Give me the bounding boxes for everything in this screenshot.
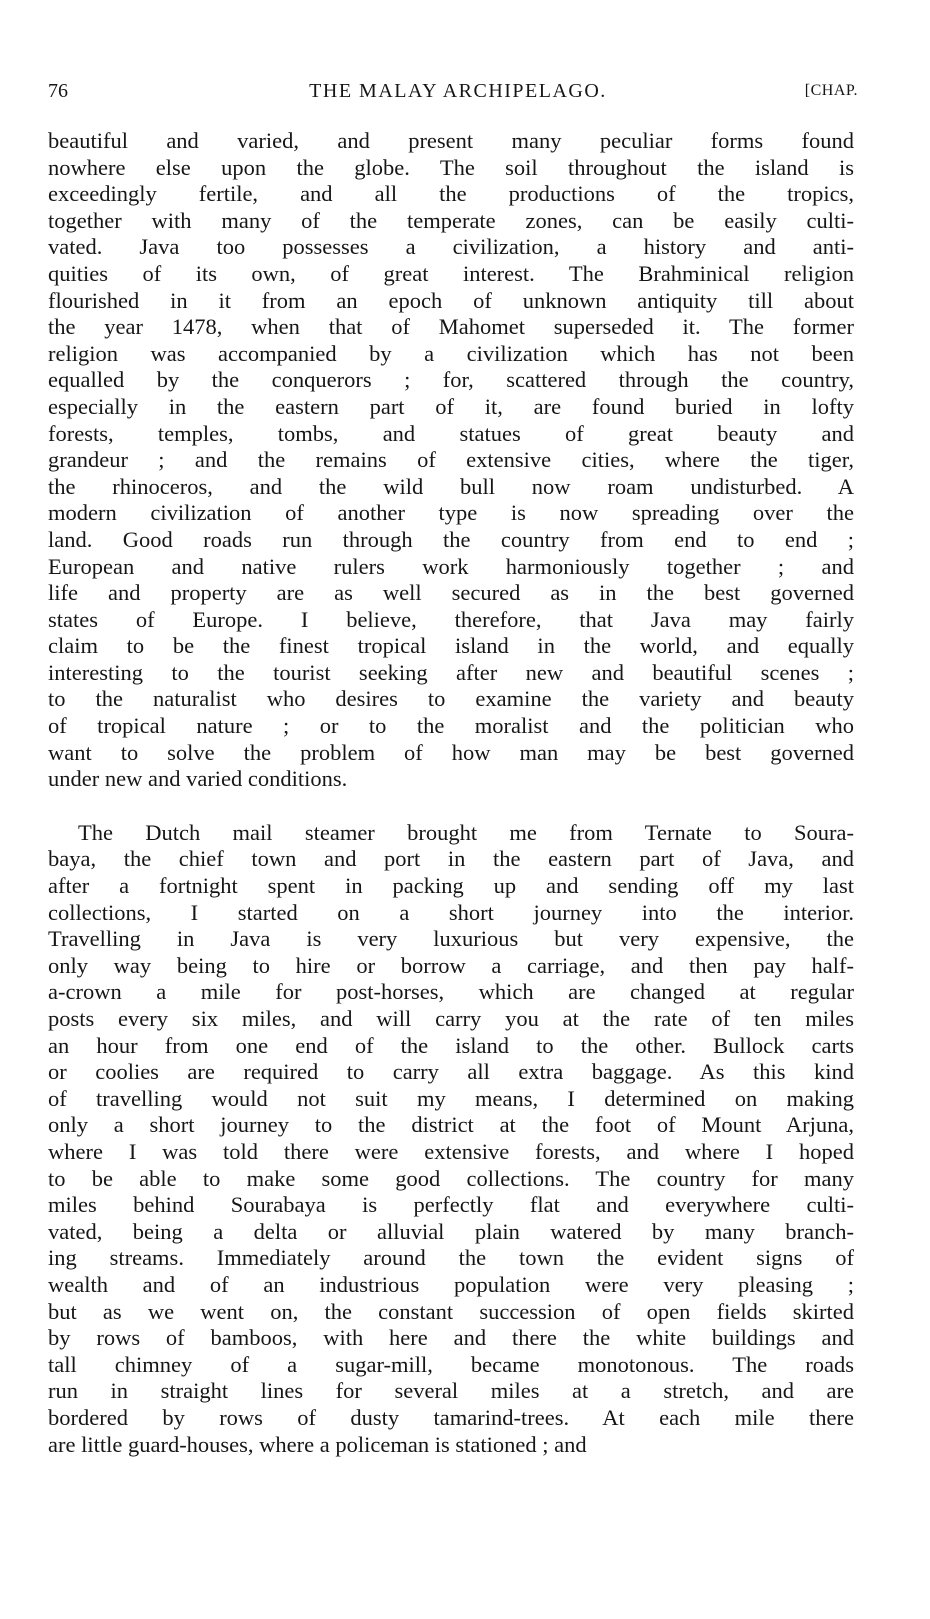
running-head bbox=[48, 76, 858, 106]
text-line: wealth and of an industrious population were very pleasing ; bbox=[48, 1271, 854, 1297]
text-line: miles behind Sourabaya is perfectly flat and everywhere culti- bbox=[48, 1192, 854, 1218]
paragraph-gap bbox=[48, 793, 854, 820]
text-line: of tropical nature ; or to the moralist and the politician who bbox=[48, 713, 854, 739]
text-line: claim to be the finest tropical island in the world, and equally bbox=[48, 633, 854, 659]
text-line: only a short journey to the district at the foot of Mount Arjuna, bbox=[48, 1112, 854, 1138]
paragraph-journey-interior bbox=[48, 820, 854, 1458]
text-line: flourished in it from an epoch of unknown antiquity till about bbox=[48, 287, 854, 313]
text-line: forests, temples, tombs, and statues of great beauty and bbox=[48, 420, 854, 446]
text-line: or coolies are required to carry all extra baggage. As this kind bbox=[48, 1059, 854, 1085]
text-line: life and property are as well secured as in the best governed bbox=[48, 580, 854, 606]
text-line: exceedingly fertile, and all the productions of the tropics, bbox=[48, 181, 854, 207]
body-text bbox=[48, 128, 854, 1458]
text-line: only way being to hire or borrow a carriage, and then pay half- bbox=[48, 952, 854, 978]
paragraph-java-civilization bbox=[48, 128, 854, 793]
text-line: tall chimney of a sugar-mill, became monotonous. The roads bbox=[48, 1351, 854, 1377]
text-line: grandeur ; and the remains of extensive cities, where the tiger, bbox=[48, 447, 854, 473]
text-line: land. Good roads run through the country from end to end ; bbox=[48, 526, 854, 552]
text-line: are little guard-houses, where a policeman is stationed ; and bbox=[48, 1431, 587, 1457]
text-line: baya, the chief town and port in the eastern part of Java, and bbox=[48, 846, 854, 872]
text-line: quities of its own, of great interest. The Brahminical religion bbox=[48, 260, 854, 286]
text-line: bordered by rows of dusty tamarind-trees. At each mile there bbox=[48, 1404, 854, 1430]
page-number: 76 bbox=[48, 80, 68, 102]
text-line: run in straight lines for several miles at a stretch, and are bbox=[48, 1378, 854, 1404]
text-line: nowhere else upon the globe. The soil throughout the island is bbox=[48, 154, 854, 180]
text-line: the year 1478, when that of Mahomet superseded it. The former bbox=[48, 314, 854, 340]
running-title: THE MALAY ARCHIPELAGO. bbox=[309, 80, 607, 102]
text-line: of travelling would not suit my means, I determined on making bbox=[48, 1085, 854, 1111]
text-line: posts every six miles, and will carry you at the rate of ten miles bbox=[48, 1006, 854, 1031]
text-line: after a fortnight spent in packing up and sending off my last bbox=[48, 873, 854, 899]
text-line: the rhinoceros, and the wild bull now roam undisturbed. A bbox=[48, 473, 854, 499]
text-line: to the naturalist who desires to examine the variety and beauty bbox=[48, 686, 854, 712]
text-line: modern civilization of another type is now spreading over the bbox=[48, 500, 854, 526]
text-line: under new and varied conditions. bbox=[48, 766, 348, 792]
chapter-mark: [CHAP. bbox=[804, 82, 858, 99]
text-line: vated, being a delta or alluvial plain watered by many branch- bbox=[48, 1218, 854, 1244]
text-line: want to solve the problem of how man may be best governed bbox=[48, 739, 854, 765]
text-line: especially in the eastern part of it, are found buried in lofty bbox=[48, 393, 854, 419]
text-line: The Dutch mail steamer brought me from Ternate to Soura- bbox=[78, 819, 854, 845]
text-line: European and native rulers work harmoniously together ; and bbox=[48, 553, 854, 579]
text-line: Travelling in Java is very luxurious but very expensive, the bbox=[48, 926, 854, 952]
text-line: states of Europe. I believe, therefore, that Java may fairly bbox=[48, 606, 854, 632]
text-line: where I was told there were extensive forests, and where I hoped bbox=[48, 1138, 854, 1164]
text-line: vated. Java too possesses a civilization, a history and anti- bbox=[48, 234, 854, 260]
text-line: by rows of bamboos, with here and there the white buildings and bbox=[48, 1325, 854, 1351]
text-line: collections, I started on a short journey into the interior. bbox=[48, 899, 854, 925]
text-line: but as we went on, the constant succession of open fields skirted bbox=[48, 1298, 854, 1324]
text-line: a-crown a mile for post-horses, which are changed at regular bbox=[48, 979, 854, 1005]
text-line: religion was accompanied by a civilization which has not been bbox=[48, 340, 854, 366]
text-line: equalled by the conquerors ; for, scattered through the country, bbox=[48, 367, 854, 393]
text-line: interesting to the tourist seeking after new and beautiful scenes ; bbox=[48, 659, 854, 685]
text-line: ing streams. Immediately around the town the evident signs of bbox=[48, 1245, 854, 1271]
text-line: beautiful and varied, and present many peculiar forms found bbox=[48, 128, 854, 153]
text-line: to be able to make some good collections. The country for many bbox=[48, 1165, 854, 1191]
text-line: an hour from one end of the island to the other. Bullock carts bbox=[48, 1032, 854, 1058]
text-line: together with many of the temperate zones, can be easily culti- bbox=[48, 207, 854, 233]
